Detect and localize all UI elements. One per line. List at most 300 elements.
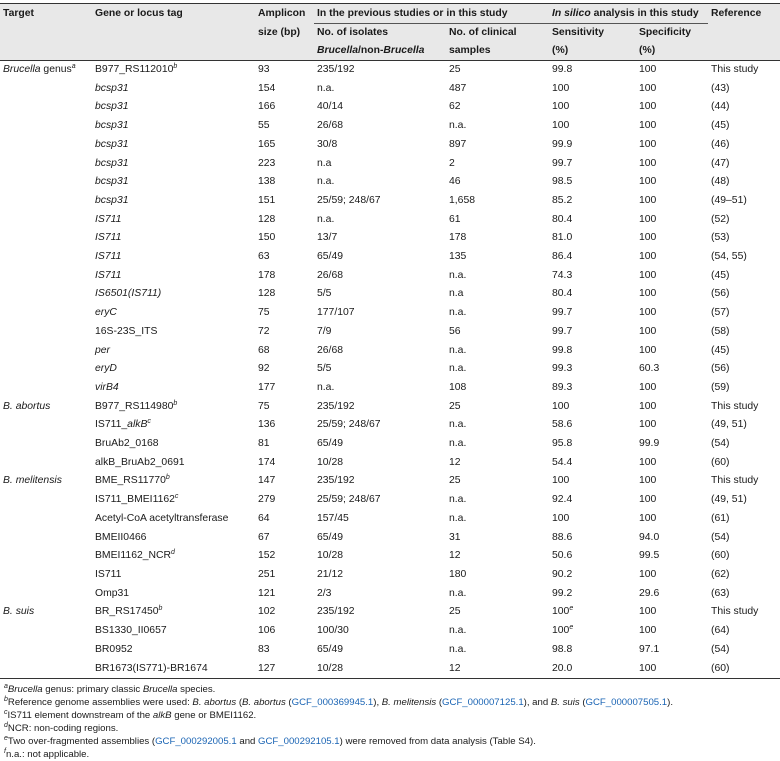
cell-clinical: 25 — [449, 400, 461, 412]
gene-name: BR_RS17450 — [95, 606, 159, 618]
cell-reference: (58) — [711, 325, 730, 337]
footnote-text: ), and — [523, 697, 551, 709]
header-amplicon-unit: size (bp) — [255, 24, 314, 43]
header-isolates: No. of isolates — [314, 24, 446, 43]
footnote-italic: B. abortus — [192, 697, 237, 709]
cell-target — [0, 472, 92, 491]
footnote-marker: b — [165, 474, 170, 482]
cell-gene — [92, 80, 255, 99]
cell-isolates: 5/5 — [317, 288, 332, 300]
footnote-marker: a — [71, 63, 76, 70]
cell-clinical: n.a. — [449, 419, 467, 431]
cell-target — [0, 248, 92, 267]
header-isolates-sub — [314, 42, 446, 61]
sensitivity-value: 100 — [552, 400, 570, 412]
cell-isolates: 26/68 — [317, 120, 344, 132]
cell-clinical: 62 — [449, 101, 461, 113]
cell-sensitivity — [549, 435, 636, 454]
assembly-link[interactable]: GCF_000007505.1 — [585, 697, 668, 709]
cell-clinical: n.a. — [449, 363, 467, 375]
cell-gene — [92, 61, 255, 80]
cell-reference: (59) — [711, 381, 730, 393]
cell-sensitivity — [549, 529, 636, 548]
cell-amplicon: 75 — [258, 307, 270, 319]
cell-reference: (44) — [711, 101, 730, 113]
cell-sensitivity — [549, 585, 636, 604]
cell-target — [0, 229, 92, 248]
cell-isolates: n.a. — [317, 381, 335, 393]
cell-reference: (47) — [711, 157, 730, 169]
table-row — [0, 173, 780, 192]
gene-name: IS6501(IS711) — [95, 288, 162, 300]
sensitivity-value: 99.2 — [552, 587, 573, 599]
footnote-text: gene or BMEI1162. — [171, 710, 257, 722]
cell-specificity: 100 — [639, 232, 657, 244]
cell-clinical: n.a. — [449, 307, 467, 319]
cell-target — [0, 641, 92, 660]
cell-sensitivity — [549, 155, 636, 174]
gene-name: eryC — [95, 307, 117, 319]
cell-amplicon: 154 — [258, 82, 276, 94]
cell-target — [0, 192, 92, 211]
sensitivity-value: 99.7 — [552, 307, 573, 319]
cell-target — [0, 622, 92, 641]
table-row — [0, 98, 780, 117]
cell-isolates: 235/192 — [317, 606, 355, 618]
cell-clinical: 31 — [449, 531, 461, 543]
cell-gene — [92, 267, 255, 286]
footnote-marker: d — [4, 722, 8, 730]
cell-reference: (60) — [711, 550, 730, 562]
cell-isolates: 100/30 — [317, 625, 349, 637]
target-species: B. abortus — [3, 400, 51, 412]
cell-target — [0, 342, 92, 361]
cell-reference: (54, 55) — [711, 251, 747, 263]
cell-reference: (54) — [711, 438, 730, 450]
table-row — [0, 398, 780, 417]
cell-amplicon: 127 — [255, 660, 314, 679]
header-group-previous-studies: In the previous studies or in this study — [314, 4, 549, 24]
cell-sensitivity — [549, 136, 636, 155]
cell-target — [0, 61, 92, 80]
cell-reference: (61) — [711, 512, 730, 524]
cell-gene — [92, 379, 255, 398]
cell-target — [0, 660, 92, 679]
cell-gene — [92, 566, 255, 585]
header-group-in-silico — [549, 4, 708, 24]
cell-target — [0, 491, 92, 510]
cell-clinical: 25 — [449, 475, 461, 487]
table-row — [0, 622, 780, 641]
header-blank — [255, 42, 314, 61]
cell-specificity: 100 — [639, 419, 657, 431]
header-blank — [708, 24, 780, 43]
table-row — [0, 211, 780, 230]
cell-target — [0, 360, 92, 379]
cell-reference: (53) — [711, 232, 730, 244]
header-isolates-sep: /non- — [358, 45, 384, 56]
cell-reference: (48) — [711, 176, 730, 188]
footnote-text: ( — [236, 697, 243, 709]
cell-target — [0, 510, 92, 529]
cell-clinical: 25 — [449, 606, 461, 618]
footnote-italic: B. melitensis — [381, 697, 437, 709]
cell-isolates: 26/68 — [317, 269, 344, 281]
cell-specificity: 100 — [639, 157, 657, 169]
cell-target — [0, 98, 92, 117]
gene-name: IS711 — [95, 213, 122, 225]
cell-isolates: 26/68 — [317, 344, 344, 356]
footnote-text: ), — [373, 697, 382, 709]
gene-name: B977_RS112010 — [95, 64, 174, 75]
cell-sensitivity — [549, 510, 636, 529]
sensitivity-value: 100 — [552, 82, 570, 94]
cell-specificity: 100 — [639, 64, 657, 75]
cell-isolates: 25/59; 248/67 — [317, 194, 381, 206]
gene-name: Omp31 — [95, 587, 130, 599]
cell-specificity: 100 — [639, 456, 657, 468]
cell-isolates: n.a. — [317, 82, 335, 94]
cell-amplicon: 178 — [258, 269, 276, 281]
cell-clinical: 61 — [449, 213, 461, 225]
cell-target — [0, 117, 92, 136]
cell-amplicon: 92 — [258, 363, 270, 375]
header-in-silico-italic: In silico — [552, 8, 591, 19]
gene-name: eryD — [95, 363, 117, 375]
cell-gene — [92, 622, 255, 641]
cell-target — [0, 416, 92, 435]
gene-name: IS711 — [95, 568, 122, 580]
table-row — [0, 491, 780, 510]
cell-clinical: n.a. — [449, 587, 467, 599]
cell-specificity: 94.0 — [639, 531, 660, 543]
gene-name: 16S-23S_ITS — [95, 325, 158, 337]
sensitivity-value: 99.7 — [552, 325, 573, 337]
cell-clinical: 25 — [449, 64, 461, 75]
gene-name-tail: alkB — [127, 419, 148, 431]
assembly-link[interactable]: GCF_000007125.1 — [442, 697, 524, 709]
cell-amplicon: 102 — [258, 606, 276, 618]
cell-amplicon: 128 — [258, 213, 276, 225]
cell-reference: This study — [711, 400, 759, 412]
header-target: Target — [0, 4, 92, 24]
cell-isolates: 25/59; 248/67 — [317, 494, 381, 506]
footnote-marker: b — [158, 605, 163, 613]
cell-amplicon: 177 — [258, 381, 276, 393]
cell-gene — [92, 342, 255, 361]
cell-isolates: 177/107 — [317, 307, 355, 319]
cell-reference: (45) — [711, 269, 730, 281]
cell-clinical: n.a. — [449, 120, 467, 132]
table-row — [0, 304, 780, 323]
cell-gene — [92, 323, 255, 342]
cell-amplicon: 63 — [258, 251, 270, 263]
table-row — [0, 117, 780, 136]
cell-isolates: n.a — [317, 157, 332, 169]
cell-reference: (49, 51) — [711, 419, 747, 431]
cell-specificity: 100 — [639, 494, 657, 506]
gene-name: IS711 — [95, 232, 122, 244]
cell-sensitivity — [549, 229, 636, 248]
cell-reference: This study — [711, 475, 759, 487]
cell-isolates: n.a. — [317, 213, 335, 225]
cell-specificity: 99.5 — [639, 550, 660, 562]
cell-specificity: 100 — [639, 288, 657, 300]
cell-isolates: 7/9 — [317, 325, 332, 337]
cell-sensitivity — [549, 267, 636, 286]
header-in-silico-rest: analysis in this study — [590, 8, 699, 19]
cell-isolates: 10/28 — [317, 456, 344, 468]
sensitivity-value: 80.4 — [552, 288, 573, 300]
sensitivity-value: 100 — [552, 606, 570, 618]
sensitivity-value: 99.8 — [552, 344, 573, 356]
cell-reference: (60) — [708, 660, 780, 679]
table-row — [0, 454, 780, 473]
header-clinical-sub: samples — [446, 42, 549, 61]
cell-specificity: 99.9 — [639, 438, 660, 450]
cell-amplicon: 166 — [258, 101, 276, 113]
cell-sensitivity — [549, 360, 636, 379]
header-blank — [92, 42, 255, 61]
target-genus-word: genus — [40, 64, 72, 75]
cell-target — [0, 155, 92, 174]
sensitivity-value: 100 — [552, 120, 570, 132]
footnote-marker: e — [569, 624, 574, 632]
cell-amplicon: 165 — [258, 138, 276, 150]
cell-target — [0, 585, 92, 604]
cell-target — [0, 566, 92, 585]
footnote-marker: b — [173, 399, 178, 407]
cell-sensitivity — [549, 285, 636, 304]
cell-gene — [92, 136, 255, 155]
sensitivity-value: 99.8 — [552, 64, 573, 75]
sensitivity-value: 98.8 — [552, 643, 573, 655]
table-row — [0, 136, 780, 155]
cell-target — [0, 454, 92, 473]
cell-sensitivity — [549, 660, 636, 679]
cell-sensitivity — [549, 622, 636, 641]
header-clinical: No. of clinical — [446, 24, 549, 43]
footnote-d — [4, 723, 118, 735]
cell-amplicon: 138 — [258, 176, 276, 188]
cell-clinical: n.a — [449, 288, 464, 300]
footnote-marker: b — [173, 63, 178, 70]
footnote-marker: c — [4, 709, 8, 717]
gene-name: BMEII0466 — [95, 531, 147, 543]
header-specificity: Specificity — [636, 24, 708, 43]
cell-clinical: n.a. — [449, 512, 467, 524]
cell-target — [0, 304, 92, 323]
cell-sensitivity — [549, 192, 636, 211]
cell-gene — [92, 192, 255, 211]
cell-reference: (62) — [711, 568, 730, 580]
sensitivity-value: 100 — [552, 101, 570, 113]
cell-sensitivity — [549, 472, 636, 491]
gene-name: virB4 — [95, 381, 119, 393]
gene-name: IS711 — [95, 269, 122, 281]
cell-gene — [92, 435, 255, 454]
cell-reference: (54) — [711, 643, 730, 655]
cell-clinical: 180 — [449, 568, 467, 580]
cell-sensitivity — [549, 211, 636, 230]
cell-target — [0, 323, 92, 342]
cell-amplicon: 106 — [258, 625, 276, 637]
cell-clinical: 178 — [449, 232, 467, 244]
gene-name: bcsp31 — [95, 157, 129, 169]
cell-reference: (54) — [711, 531, 730, 543]
gene-name: bcsp31 — [95, 194, 129, 206]
cell-amplicon: 121 — [258, 587, 276, 599]
cell-isolates: 21/12 — [317, 568, 344, 580]
sensitivity-value: 100 — [552, 475, 570, 487]
cell-amplicon: 150 — [258, 232, 276, 244]
cell-target — [0, 529, 92, 548]
sensitivity-value: 54.4 — [552, 456, 573, 468]
cell-target — [0, 398, 92, 417]
assembly-link[interactable]: GCF_000292005.1 — [155, 736, 237, 748]
gene-name: Acetyl-CoA acetyltransferase — [95, 512, 229, 524]
cell-reference: (45) — [711, 344, 730, 356]
sensitivity-value: 88.6 — [552, 531, 573, 543]
cell-sensitivity — [549, 547, 636, 566]
cell-specificity: 100 — [639, 568, 657, 580]
assembly-link[interactable]: GCF_000369945.1 — [291, 697, 374, 709]
footnote-text: IS711 element downstream of the — [7, 710, 153, 722]
cell-specificity: 100 — [639, 381, 657, 393]
cell-isolates: 235/192 — [317, 64, 355, 75]
cell-amplicon: 174 — [258, 456, 276, 468]
header-blank — [0, 42, 92, 61]
cell-target — [0, 547, 92, 566]
cell-target — [0, 173, 92, 192]
cell-clinical: n.a. — [449, 625, 467, 637]
cell-sensitivity — [549, 117, 636, 136]
cell-isolates: 65/49 — [317, 438, 344, 450]
gene-name: BR0952 — [95, 643, 133, 655]
cell-sensitivity — [549, 566, 636, 585]
cell-specificity: 100 — [636, 660, 708, 679]
gene-name: bcsp31 — [95, 138, 129, 150]
footnote-text: and — [236, 736, 259, 748]
cell-target — [0, 136, 92, 155]
gene-name: BS1330_II0657 — [95, 625, 167, 637]
cell-sensitivity — [549, 61, 636, 80]
cell-reference: (52) — [711, 213, 730, 225]
target-species: B. melitensis — [3, 475, 62, 487]
footnote-marker: e — [569, 605, 574, 613]
cell-specificity: 100 — [639, 120, 657, 132]
cell-clinical: n.a. — [449, 438, 467, 450]
cell-gene — [92, 398, 255, 417]
cell-gene — [92, 660, 255, 679]
header-specificity-unit: (%) — [636, 42, 708, 61]
assembly-link[interactable]: GCF_000292105.1 — [258, 736, 340, 748]
cell-gene — [92, 416, 255, 435]
cell-reference: (60) — [711, 456, 730, 468]
cell-isolates: 10/28 — [317, 550, 344, 562]
cell-clinical: 46 — [449, 176, 461, 188]
cell-specificity: 100 — [639, 176, 657, 188]
cell-clinical: 12 — [449, 456, 461, 468]
table-row — [0, 472, 780, 491]
cell-isolates: 235/192 — [317, 475, 355, 487]
table-row — [0, 566, 780, 585]
footnote-text: ). — [667, 697, 674, 709]
cell-gene — [92, 472, 255, 491]
table-row — [0, 416, 780, 435]
gene-name: bcsp31 — [95, 82, 129, 94]
cell-reference: This study — [711, 64, 759, 75]
cell-isolates: 65/49 — [317, 531, 344, 543]
cell-amplicon: 67 — [258, 531, 270, 543]
header-reference: Reference — [708, 4, 780, 24]
footnote-text: genus: primary classic — [42, 684, 143, 696]
cell-clinical: n.a. — [449, 269, 467, 281]
footnote-marker: a — [4, 683, 8, 691]
cell-sensitivity — [549, 342, 636, 361]
cell-specificity: 100 — [639, 625, 657, 637]
cell-gene — [92, 229, 255, 248]
sensitivity-value: 74.3 — [552, 269, 573, 281]
cell-reference: (49–51) — [711, 194, 747, 206]
cell-reference: (43) — [711, 82, 730, 94]
footnote-italic: Brucella — [7, 684, 43, 696]
gene-name: per — [95, 344, 111, 356]
footnote-text: species. — [177, 684, 216, 696]
cell-specificity: 100 — [639, 194, 657, 206]
footnote-italic: B. suis — [550, 697, 580, 709]
footnote-text: Reference genome assemblies were used: — [7, 697, 193, 709]
cell-amplicon: 223 — [258, 157, 276, 169]
cell-amplicon: 93 — [258, 64, 270, 75]
cell-clinical: n.a. — [449, 643, 467, 655]
cell-amplicon: 55 — [258, 120, 270, 132]
cell-sensitivity — [549, 491, 636, 510]
cell-target — [0, 435, 92, 454]
table-body — [0, 61, 780, 679]
table-row — [0, 285, 780, 304]
footnote-marker: c — [174, 493, 179, 501]
sensitivity-value: 99.9 — [552, 138, 573, 150]
table-row — [0, 585, 780, 604]
footnote-text: ( — [285, 697, 292, 709]
cell-target — [0, 285, 92, 304]
gene-name: IS711 — [95, 251, 122, 263]
target-species: B. suis — [3, 606, 35, 618]
gene-name: IS711_BMEI1162 — [95, 494, 175, 506]
cell-gene — [92, 360, 255, 379]
cell-isolates: n.a. — [317, 176, 335, 188]
cell-sensitivity — [549, 603, 636, 622]
table-row — [0, 641, 780, 660]
cell-clinical: 487 — [449, 82, 467, 94]
cell-sensitivity — [549, 379, 636, 398]
cell-clinical: 135 — [449, 251, 467, 263]
cell-specificity: 97.1 — [639, 643, 660, 655]
brucella-assay-table — [0, 3, 780, 679]
cell-gene — [92, 155, 255, 174]
table-row — [0, 660, 780, 679]
table-row — [0, 80, 780, 99]
cell-reference: (45) — [711, 120, 730, 132]
cell-isolates: 157/45 — [317, 512, 349, 524]
cell-isolates: 30/8 — [317, 138, 338, 150]
cell-reference: (56) — [711, 363, 730, 375]
cell-gene — [92, 491, 255, 510]
cell-amplicon: 251 — [258, 568, 276, 580]
cell-target — [0, 603, 92, 622]
gene-name: BME_RS11770 — [95, 475, 166, 487]
